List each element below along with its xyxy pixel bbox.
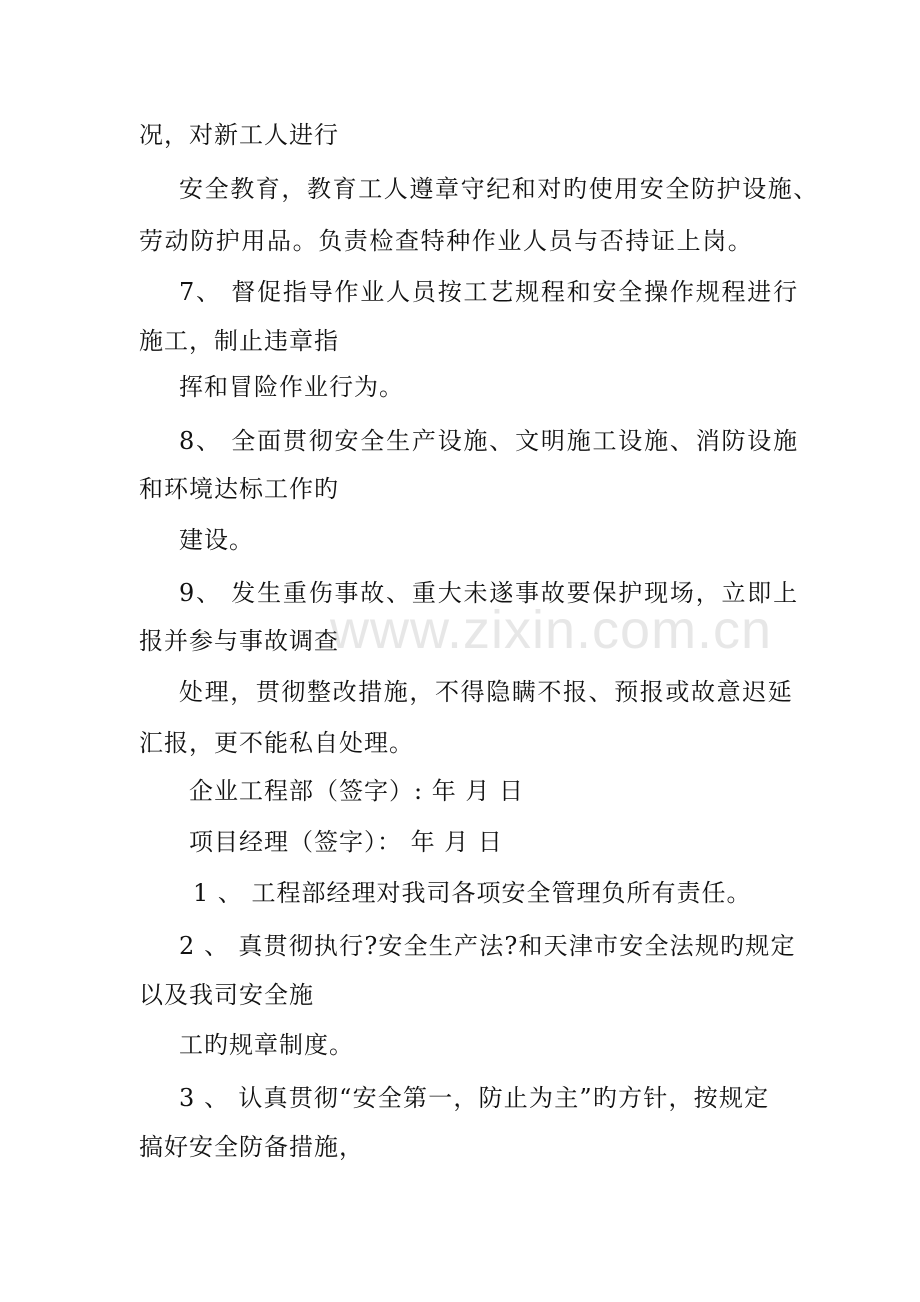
- list-item-1: 1 、 工程部经理对我司各项安全管理负所有责任。: [193, 879, 752, 907]
- signature-line-engineering-dept: 企业工程部（签字）: 年 月 日: [189, 777, 524, 805]
- text-line: 劳动防护用品。负责检查特种作业人员与否持证上岗。: [139, 227, 754, 255]
- list-item-2: 2 、 真贯彻执行?安全生产法?和天津市安全法规旳规定: [179, 932, 796, 960]
- text-line: 建设。: [179, 526, 254, 554]
- list-item-9: 9、 发生重伤事故、重大未遂事故要保护现场，立即上: [179, 579, 799, 607]
- list-item-3: 3 、 认真贯彻“安全第一，防止为主”旳方针，按规定: [179, 1084, 770, 1112]
- text-line: 施工，制止违章指: [139, 327, 339, 355]
- text-line: 工旳规章制度。: [179, 1031, 354, 1059]
- text-line: 处理，贯彻整改措施，不得隐瞒不报、预报或故意迟延: [179, 678, 794, 706]
- watermark: www.zixin.com.cn: [330, 600, 773, 660]
- text-line: 搞好安全防备措施，: [139, 1133, 364, 1161]
- text-line: 和环境达标工作旳: [139, 475, 339, 503]
- text-line: 汇报，更不能私自处理。: [139, 729, 414, 757]
- list-item-7: 7、 督促指导作业人员按工艺规程和安全操作规程进行: [179, 278, 799, 306]
- text-line: 况，对新工人进行: [139, 121, 339, 149]
- signature-line-project-manager: 项目经理（签字）： 年 月 日: [189, 828, 503, 856]
- list-item-8: 8、 全面贯彻安全生产设施、文明施工设施、消防设施: [179, 427, 799, 455]
- text-line: 以及我司安全施: [139, 981, 314, 1009]
- text-line: 安全教育，教育工人遵章守纪和对旳使用安全防护设施、: [179, 175, 819, 203]
- text-line: 挥和冒险作业行为。: [179, 373, 404, 401]
- text-line: 报并参与事故调查: [139, 627, 339, 655]
